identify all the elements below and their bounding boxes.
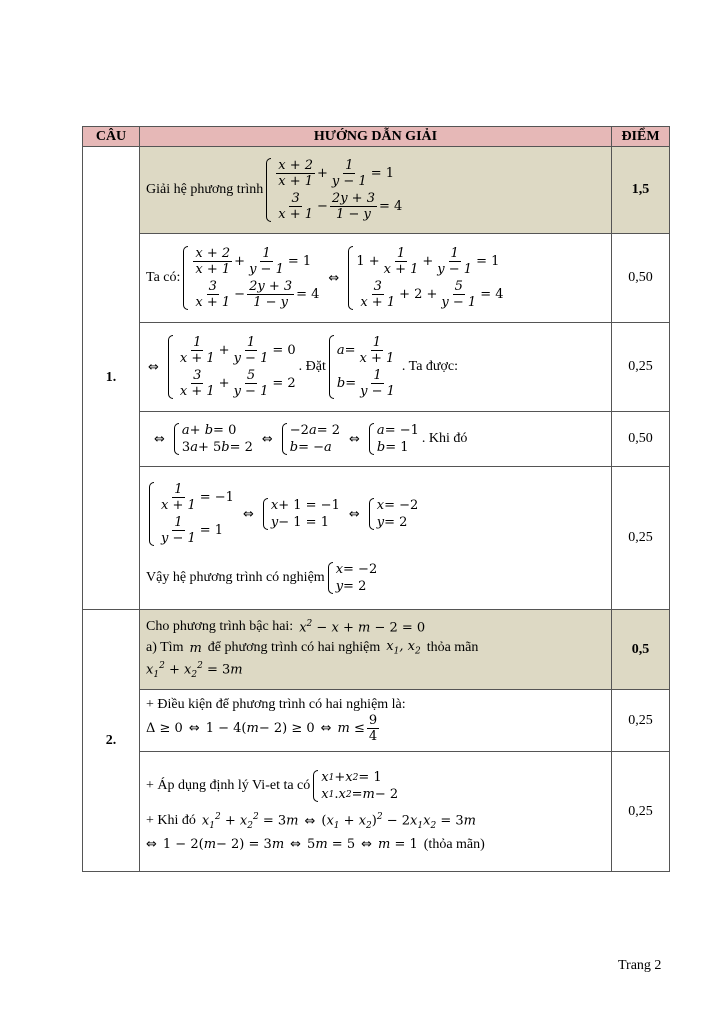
q2-step2-points: 0,25 (612, 752, 670, 872)
header-points: ĐIỂM (612, 127, 670, 147)
q1-step3-points: 0,50 (612, 412, 670, 467)
q1-step4: $\frac{1}{x + 1}$ = −1 $\frac{1}{y - 1}$ = 1 ⇔ x + 1 = −1 y − 1 = 1 ⇔ x = −2 y = 2 Vậy hệ phương trình có nghiệm x = −2 y = 2 (140, 467, 612, 610)
q1-step2-points: 0,25 (612, 323, 670, 412)
q2-step2-khido: + Khi đó (146, 813, 196, 829)
q2-step1-text: + Điều kiện để phương trình có hai nghiệm là: (146, 697, 406, 712)
q1-prompt-row (83, 147, 670, 234)
q2-prompt-row (83, 610, 670, 690)
q1-prompt-text: Giải hệ phương trình (146, 182, 264, 197)
q2-prompt: Cho phương trình bậc hai: $x^2 - x + m - 2 = 0$ a) Tìm m để phương trình có hai nghiệm $x_1$, $x_2$ thỏa mãn $x_1^2 + x_2^2 = 3m$ (140, 610, 612, 690)
q1-step2: ⇔ $\frac{1}{x + 1}$ + $\frac{1}{y - 1}$ = 0 $\frac{3}{x + 1}$ + $\frac{5}{y - 1}$ = 2 . Đặt a = $\frac{1}{x + 1}$ b = $\frac{1}{y - 1}$ . Ta được: (140, 323, 612, 412)
q1-step4-row (83, 467, 670, 610)
header-cau: CÂU (83, 127, 140, 147)
q1-step1-label: Ta có: (146, 270, 181, 285)
q1-step3-row (83, 412, 670, 467)
q1-step4-points: 0,25 (612, 467, 670, 610)
q1-step2-dat: . Đặt (298, 359, 326, 374)
q1-prompt-points: 1,5 (612, 147, 670, 234)
q2-step2: + Áp dụng định lý Vi-et ta có x 1 + x 2 = 1 x 1 . x 2 = m − 2 + Khi đó $x_1^2 + x_2^2 = 3m$ ⇔ $(x_1 + x_2)^2 - 2x_1x_2 = 3m$ ⇔ 1 − 2( m − 2) = 3 m ⇔ 5 m = 5 ⇔ m = 1 (thỏa mãn) (140, 752, 612, 872)
q1-step1: Ta có: $\frac{x + 2}{x + 1}$ + $\frac{1}{y - 1}$ = 1 $\frac{3}{x + 1}$ − $\frac{2y + 3}{1 - y}$ = 4 ⇔ 1 + $\frac{1}{x + 1}$ + $\frac{1}{y - 1}$ = 1 $\frac{3}{x + 1}$ + 2 + $\frac{5}{y - 1}$ = 4 (140, 234, 612, 323)
q1-step2-taduoc: . Ta được: (401, 359, 459, 374)
header-guide: HƯỚNG DẪN GIẢI (140, 127, 612, 147)
page-number: Trang 2 (618, 958, 662, 973)
q2-prompt-line2b: để phương trình có hai nghiệm (207, 640, 381, 656)
q1-prompt: Giải hệ phương trình $\frac{x + 2}{x + 1}$ + $\frac{1}{y - 1}$ = 1 $\frac{3}{x + 1}$ − $\frac{2y + 3}{1 - y}$ = 4 (140, 147, 612, 234)
q2-prompt-points: 0,5 (612, 610, 670, 690)
solution-table (82, 126, 670, 872)
header-row (83, 127, 670, 147)
q1-step1-points: 0,50 (612, 234, 670, 323)
q2-step2-row (83, 752, 670, 872)
q2-step1-row (83, 690, 670, 752)
q1-step4-conclusion: Vậy hệ phương trình có nghiệm (146, 570, 325, 585)
q2-step1-points: 0,25 (612, 690, 670, 752)
q2-prompt-line2c: thỏa mãn (426, 640, 479, 656)
q2-number: 2. (83, 610, 140, 872)
q1-number: 1. (83, 147, 140, 610)
q2-prompt-line2a: a) Tìm (146, 640, 184, 656)
q1-step3: ⇔ a + b = 0 3 a + 5 b = 2 ⇔ −2 a = 2 b = − a ⇔ a = −1 b = 1 . Khi đó (140, 412, 612, 467)
q1-step2-row (83, 323, 670, 412)
q2-step2-thoaman: (thỏa mãn) (423, 836, 485, 852)
q2-prompt-line1: Cho phương trình bậc hai: (146, 619, 294, 635)
q1-step1-row (83, 234, 670, 323)
q1-step3-khido: . Khi đó (421, 431, 468, 446)
q2-step2-text: + Áp dụng định lý Vi-et ta có (146, 778, 311, 794)
q2-step1: + Điều kiện để phương trình có hai nghiệm là: Δ ≥ 0 ⇔ 1 − 4( m − 2) ≥ 0 ⇔ m ≤ $\frac{9}{4}$ (140, 690, 612, 752)
